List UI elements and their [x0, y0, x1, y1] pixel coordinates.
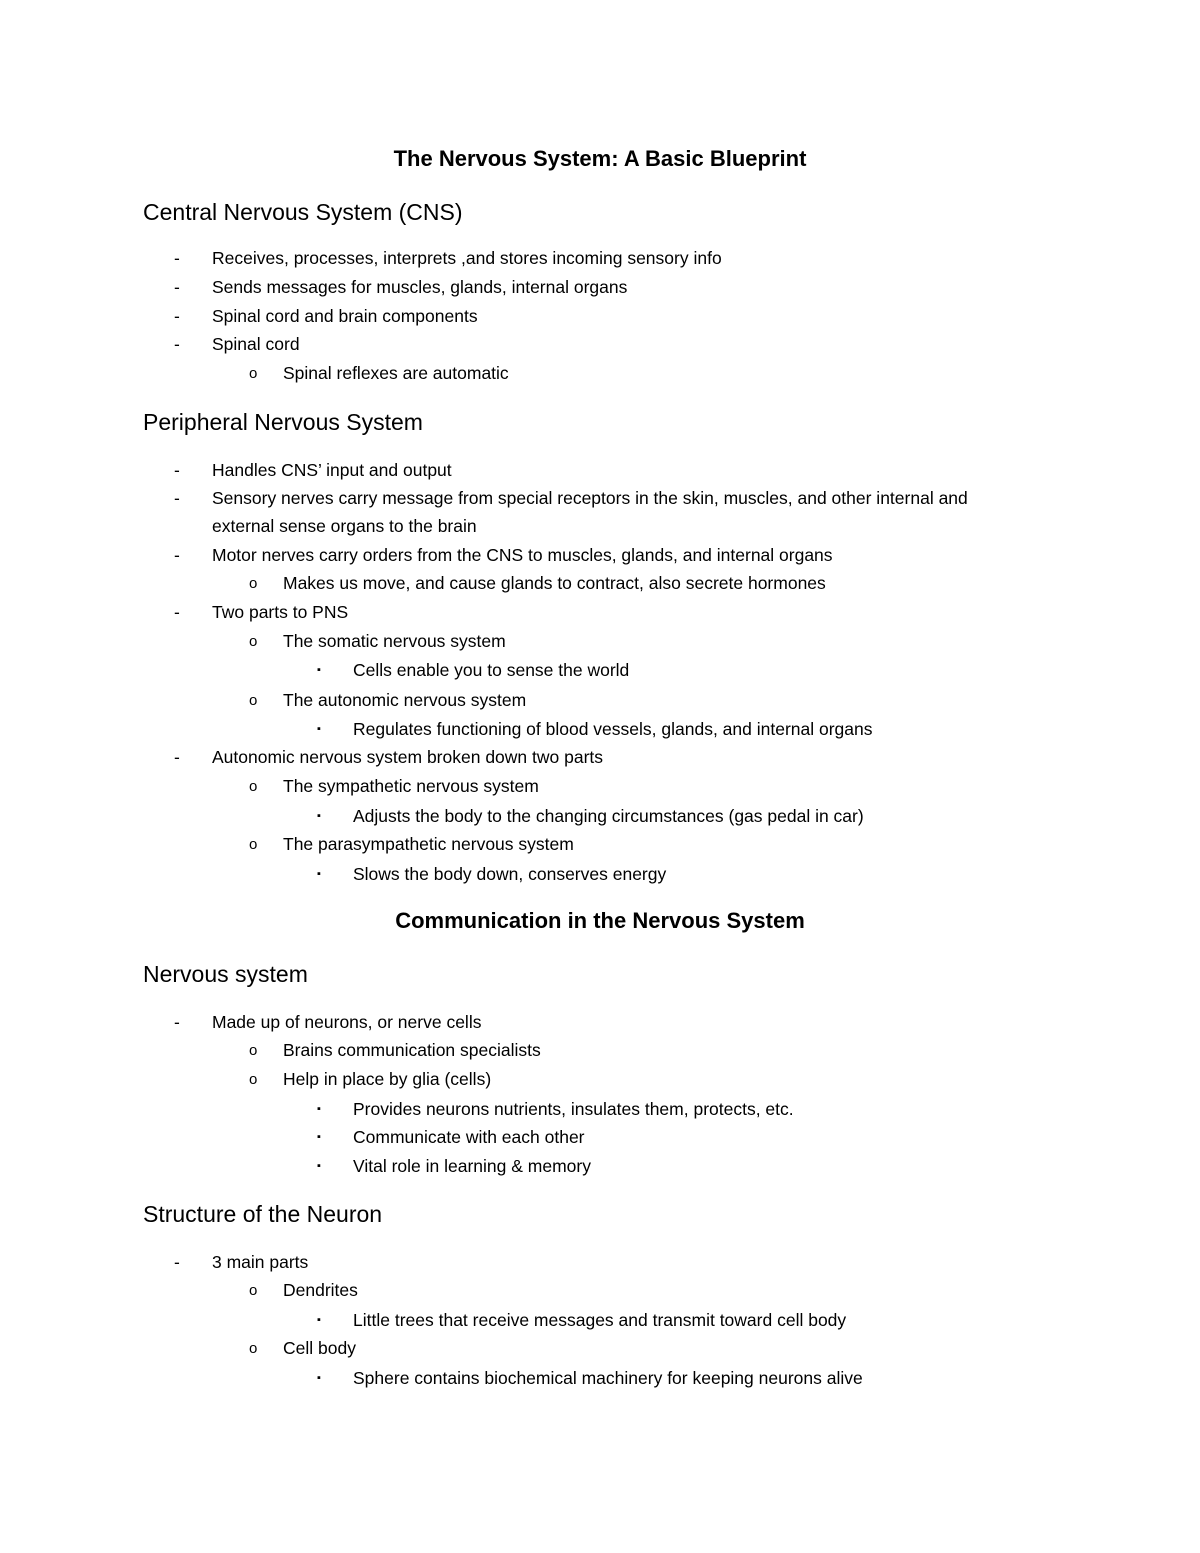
list-item: Two parts to PNS	[212, 602, 349, 622]
list-item: Spinal cord	[212, 334, 300, 354]
list-item: Provides neurons nutrients, insulates them, protects, etc.	[353, 1099, 794, 1119]
list-item: The autonomic nervous system	[283, 690, 527, 710]
list-item: 3 main parts	[212, 1252, 309, 1272]
bullet-dash: -	[174, 545, 180, 565]
bullet-square: ▪	[317, 868, 321, 880]
list-item: Motor nerves carry orders from the CNS to muscles, glands, and internal organs	[212, 545, 833, 565]
list-item: Receives, processes, interprets ,and stores incoming sensory info	[212, 248, 722, 268]
list-item: Cells enable you to sense the world	[353, 660, 630, 680]
bullet-dash: -	[174, 1252, 180, 1272]
bullet-dash: -	[174, 248, 180, 268]
list-item: Vital role in learning & memory	[353, 1156, 591, 1176]
bullet-square: ▪	[317, 1103, 321, 1115]
list-item: The parasympathetic nervous system	[283, 834, 574, 854]
bullet-dash: -	[174, 306, 180, 326]
list-item: The somatic nervous system	[283, 631, 506, 651]
list-item-continuation: external sense organs to the brain	[212, 516, 477, 536]
list-item: Help in place by glia (cells)	[283, 1069, 492, 1089]
bullet-circle: o	[249, 1282, 258, 1299]
section-heading-structure-neuron: Structure of the Neuron	[143, 1201, 383, 1227]
list-item: Dendrites	[283, 1280, 358, 1300]
list-item: Sphere contains biochemical machinery for keeping neurons alive	[353, 1368, 863, 1388]
list-item: Sends messages for muscles, glands, internal organs	[212, 277, 628, 297]
bullet-dash: -	[174, 460, 180, 480]
bullet-circle: o	[249, 836, 258, 853]
list-item: Adjusts the body to the changing circumstances (gas pedal in car)	[353, 806, 864, 826]
section-heading-nervous-system: Nervous system	[143, 961, 308, 987]
bullet-circle: o	[249, 692, 258, 709]
bullet-dash: -	[174, 602, 180, 622]
list-item: Regulates functioning of blood vessels, glands, and internal organs	[353, 719, 873, 739]
document-subtitle: Communication in the Nervous System	[395, 908, 805, 933]
bullet-circle: o	[249, 1071, 258, 1088]
bullet-circle: o	[249, 633, 258, 650]
bullet-square: ▪	[317, 1372, 321, 1384]
list-item: Sensory nerves carry message from special receptors in the skin, muscles, and other internal and	[212, 488, 968, 508]
section-heading-pns: Peripheral Nervous System	[143, 409, 423, 435]
bullet-circle: o	[249, 1042, 258, 1059]
bullet-square: ▪	[317, 664, 321, 676]
list-item: Spinal cord and brain components	[212, 306, 478, 326]
bullet-dash: -	[174, 488, 180, 508]
list-item: Autonomic nervous system broken down two parts	[212, 747, 604, 767]
list-item: Slows the body down, conserves energy	[353, 864, 667, 884]
list-item: Communicate with each other	[353, 1127, 585, 1147]
bullet-dash: -	[174, 1012, 180, 1032]
bullet-circle: o	[249, 365, 258, 382]
bullet-square: ▪	[317, 1160, 321, 1172]
bullet-square: ▪	[317, 1131, 321, 1143]
list-item: Makes us move, and cause glands to contract, also secrete hormones	[283, 573, 826, 593]
list-item: Made up of neurons, or nerve cells	[212, 1012, 482, 1032]
document-title: The Nervous System: A Basic Blueprint	[393, 146, 807, 171]
section-heading-cns: Central Nervous System (CNS)	[143, 199, 463, 225]
bullet-dash: -	[174, 747, 180, 767]
bullet-dash: -	[174, 277, 180, 297]
list-item: The sympathetic nervous system	[283, 776, 539, 796]
list-item: Handles CNS’ input and output	[212, 460, 452, 480]
bullet-square: ▪	[317, 1314, 321, 1326]
list-item: Brains communication specialists	[283, 1040, 541, 1060]
list-item: Cell body	[283, 1338, 356, 1358]
bullet-circle: o	[249, 1340, 258, 1357]
bullet-circle: o	[249, 575, 258, 592]
list-item: Spinal reflexes are automatic	[283, 363, 509, 383]
bullet-square: ▪	[317, 810, 321, 822]
bullet-dash: -	[174, 334, 180, 354]
bullet-square: ▪	[317, 723, 321, 735]
list-item: Little trees that receive messages and transmit toward cell body	[353, 1310, 847, 1330]
bullet-circle: o	[249, 778, 258, 795]
